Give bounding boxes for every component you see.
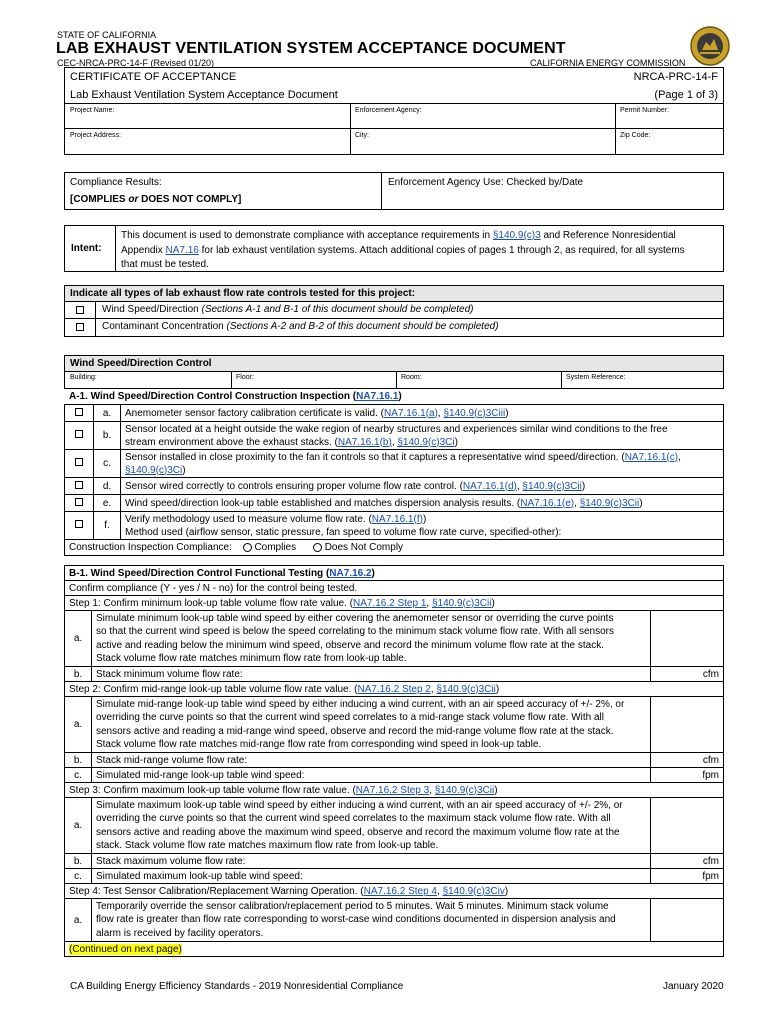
link-na7-16[interactable]: NA7.16: [165, 244, 199, 256]
step2-a-text: Simulate mid-range look-up table wind speed by either inducing a wind current, with an air speed accuracy of +/- 2%, or overriding the curve points so that the current wind speed correlates to a mid-range stack volume flow rate. With all sensors active and reading a mid-range wind speed, observe and record the mid-range volume flow rate at the stack. Stack volume flow rate matches mid-range flow rate from corresponding wind speed in look-up table.: [91, 697, 650, 753]
a1-e-text: Wind speed/direction look-up table established and matches dispersion analysis results. (NA7.16.1(e), §140.9(c)3Cii): [121, 495, 724, 512]
city-field[interactable]: City:: [355, 132, 369, 139]
step2-heading: Step 2: Confirm mid-range look-up table volume flow rate value. (NA7.16.2 Step 2, §140.9(c)3Cii): [65, 682, 724, 697]
step2-c-letter: c.: [65, 768, 92, 783]
a1-e-letter: e.: [94, 495, 121, 512]
a1-a-checkbox[interactable]: [75, 408, 83, 416]
link-step2-cii[interactable]: §140.9(c)3Cii: [436, 683, 496, 695]
step2-c-text: Simulated mid-range look-up table wind speed:: [91, 768, 650, 783]
step2-c-value[interactable]: fpm: [651, 768, 724, 783]
step3-a-letter: a.: [65, 798, 92, 854]
a1-row: [65, 450, 724, 478]
wsd-header-box: [64, 355, 724, 389]
certificate-code: NRCA-PRC-14-F: [633, 71, 718, 83]
a1-a-text: Anemometer sensor factory calibration certificate is valid. (NA7.16.1(a), §140.9(c)3Ciii): [121, 405, 724, 422]
link-na7-16-1-f[interactable]: NA7.16.1(f): [371, 513, 423, 525]
a1-row: [65, 512, 724, 540]
system-reference-field[interactable]: System Reference:: [566, 374, 626, 381]
a1-heading: A-1. Wind Speed/Direction Control Construction Inspection (NA7.16.1): [69, 391, 402, 402]
intent-text: This document is used to demonstrate compliance with acceptance requirements in §140.9(c)3 and Reference Nonresidential Appendix NA7.16 for lab exhaust ventilation systems. Attach additional copies of pages 1 through 2, as required, for all systems that must be tested.: [121, 230, 685, 270]
permit-number-field[interactable]: Permit Number:: [620, 107, 670, 114]
state-label: STATE OF CALIFORNIA: [57, 30, 157, 40]
step1-b-letter: b.: [65, 667, 92, 682]
link-na7-16-1-e[interactable]: NA7.16.1(e): [520, 497, 575, 509]
document-title: LAB EXHAUST VENTILATION SYSTEM ACCEPTANCE DOCUMENT: [56, 40, 566, 57]
a1-table: [64, 404, 724, 556]
step1-b-value[interactable]: cfm: [651, 667, 724, 682]
page-indicator: (Page 1 of 3): [654, 89, 718, 101]
zip-code-field[interactable]: Zip Code:: [620, 132, 651, 139]
a1-row: [65, 422, 724, 450]
a1-c-letter: c.: [94, 450, 121, 478]
link-step1[interactable]: NA7.16.2 Step 1: [353, 597, 427, 609]
b1-table: [64, 565, 724, 957]
link-140-9-c-3-cii[interactable]: §140.9(c)3Cii: [522, 480, 582, 492]
step1-heading: Step 1: Confirm minimum look-up table volume flow rate value. (NA7.16.2 Step 1, §140.9(c)3Cii): [65, 596, 724, 611]
step3-heading: Step 3: Confirm maximum look-up table volume flow rate value. (NA7.16.2 Step 3, §140.9(c)3Cii): [65, 783, 724, 798]
step4-a-answer[interactable]: [651, 899, 724, 942]
link-step3[interactable]: NA7.16.2 Step 3: [355, 784, 430, 796]
link-140-9-c-3-ciii[interactable]: §140.9(c)3Ciii: [443, 407, 506, 419]
wsd-heading: Wind Speed/Direction Control: [70, 358, 212, 369]
step2-a-letter: a.: [65, 697, 92, 753]
step3-b-text: Stack maximum volume flow rate:: [91, 854, 650, 869]
footer-right: January 2020: [663, 981, 724, 992]
building-field[interactable]: Building:: [70, 374, 97, 381]
link-140-9-c-3-ci-c[interactable]: §140.9(c)3Ci: [125, 464, 183, 476]
link-140-9-c-3-ci[interactable]: §140.9(c)3Ci: [397, 436, 455, 448]
wind-speed-option: Wind Speed/Direction (Sections A-1 and B-1 of this document should be completed): [102, 304, 474, 315]
construction-compliance-label: Construction Inspection Compliance:: [69, 542, 232, 553]
step3-a-text: Simulate maximum look-up table wind speed by either inducing a wind current, with an air speed accuracy of +/- 2%, or overriding the curve points so that the current wind speed correlates to the maximum stack volume flow rate. With all sensors active and reading above the maximum wind speed, observe and record the maximum volume flow rate at the stack. Stack volume flow rate matches maximum flow rate from look-up table.: [91, 798, 650, 854]
intent-label: Intent:: [71, 243, 102, 254]
a1-f-checkbox[interactable]: [75, 520, 83, 528]
a1-e-checkbox[interactable]: [75, 498, 83, 506]
step3-a-answer[interactable]: [651, 798, 724, 854]
step1-a-letter: a.: [65, 611, 92, 667]
contaminant-option: Contaminant Concentration (Sections A-2 and B-2 of this document should be completed): [102, 321, 499, 332]
step4-a-letter: a.: [65, 899, 92, 942]
intent-box: [64, 225, 724, 272]
step3-b-letter: b.: [65, 854, 92, 869]
compliance-results-value[interactable]: [COMPLIES or DOES NOT COMPLY]: [70, 194, 242, 205]
step1-a-text: Simulate minimum look-up table wind speed by either covering the anemometer sensor or overriding the curve points so that the current wind speed is below the speed correlating to the minimum stack volume flow rate. With all sensors active and reading below the minimum wind speed, observe and record the minimum volume flow rate at the stack. Stack volume flow rate matches minimum flow rate from look-up table.: [91, 611, 650, 667]
a1-row: [65, 405, 724, 422]
step4-heading: Step 4: Test Sensor Calibration/Replacement Warning Operation. (NA7.16.2 Step 4, §140.9(c)3Civ): [65, 884, 724, 899]
link-na7-16-1-d[interactable]: NA7.16.1(d): [462, 480, 517, 492]
step3-c-text: Simulated maximum look-up table wind speed:: [91, 869, 650, 884]
step2-a-answer[interactable]: [651, 697, 724, 753]
step2-b-value[interactable]: cfm: [651, 753, 724, 768]
complies-label: Complies: [254, 542, 297, 553]
a1-a-letter: a.: [94, 405, 121, 422]
step3-c-letter: c.: [65, 869, 92, 884]
a1-compliance-cell: [65, 540, 724, 556]
wind-speed-checkbox[interactable]: [76, 306, 84, 314]
link-na7-16-1-c[interactable]: NA7.16.1(c): [624, 451, 679, 463]
control-types-heading: Indicate all types of lab exhaust flow rate controls tested for this project:: [70, 288, 416, 299]
link-na7-16-1[interactable]: NA7.16.1: [356, 391, 399, 402]
continued-cell: [65, 942, 724, 957]
agency-name: CALIFORNIA ENERGY COMMISSION: [530, 58, 686, 68]
a1-d-letter: d.: [94, 478, 121, 495]
agency-use-label: Enforcement Agency Use: Checked by/Date: [388, 177, 584, 188]
step2-b-text: Stack mid-range volume flow rate:: [91, 753, 650, 768]
step3-b-value[interactable]: cfm: [651, 854, 724, 869]
a1-compliance-row: [65, 540, 724, 556]
compliance-results-box: [64, 172, 724, 210]
a1-c-text: Sensor installed in close proximity to the fan it controls so that it captures a representative wind speed/direction. (NA7.16.1(c), §140.9(c)3Ci): [121, 450, 724, 478]
link-step1-cii[interactable]: §140.9(c)3Cii: [431, 597, 492, 609]
certificate-name: CERTIFICATE OF ACCEPTANCE: [70, 71, 237, 83]
energy-commission-seal-icon: [690, 26, 730, 66]
complies-radio[interactable]: [243, 543, 252, 552]
step1-b-text: Stack minimum volume flow rate:: [91, 667, 650, 682]
room-field[interactable]: Room:: [401, 374, 422, 381]
link-na7-16-1-b[interactable]: NA7.16.1(b): [337, 436, 392, 448]
project-address-field[interactable]: Project Address:: [70, 132, 121, 139]
a1-d-text: Sensor wired correctly to controls ensuring proper volume flow rate control. (NA7.16.1(d), §140.9(c)3Cii): [121, 478, 724, 495]
link-na7-16-2[interactable]: NA7.16.2: [329, 567, 372, 579]
step2-b-letter: b.: [65, 753, 92, 768]
footer-left: CA Building Energy Efficiency Standards - 2019 Nonresidential Compliance: [70, 981, 404, 992]
compliance-results-label: Compliance Results:: [70, 177, 162, 188]
does-not-comply-label: Does Not Comply: [324, 542, 404, 553]
a1-row: [65, 495, 724, 512]
link-step2[interactable]: NA7.16.2 Step 2: [357, 683, 431, 695]
continued-note: (Continued on next page): [69, 943, 182, 955]
a1-b-checkbox[interactable]: [75, 430, 83, 438]
certificate-box: [64, 67, 724, 155]
a1-c-checkbox[interactable]: [75, 458, 83, 466]
certificate-doc-name: Lab Exhaust Ventilation System Acceptance Document: [70, 89, 338, 101]
b1-confirm-text: Confirm compliance (Y - yes / N - no) for the control being tested.: [65, 581, 724, 596]
does-not-comply-radio[interactable]: [313, 543, 322, 552]
a1-d-checkbox[interactable]: [75, 481, 83, 489]
enforcement-agency-field[interactable]: Enforcement Agency:: [355, 107, 422, 114]
link-140-9-c-3[interactable]: §140.9(c)3: [492, 230, 541, 241]
step3-c-value[interactable]: fpm: [651, 869, 724, 884]
link-step4-civ[interactable]: §140.9(c)3Civ: [442, 885, 505, 897]
project-name-field[interactable]: Project Name:: [70, 107, 115, 114]
link-140-9-c-3-cii-e[interactable]: §140.9(c)3Cii: [579, 497, 640, 509]
link-step4[interactable]: NA7.16.2 Step 4: [363, 885, 437, 897]
form-id: CEC-NRCA-PRC-14-F (Revised 01/20): [57, 58, 215, 68]
step4-a-text: Temporarily override the sensor calibration/replacement period to 5 minutes. Wait 5 minutes. Minimum stack volume flow rate is greater than flow rate corresponding to worst-case wind conditions documented in dispersion analysis and alarm is received by facility operators.: [91, 899, 650, 942]
floor-field[interactable]: Floor:: [236, 374, 254, 381]
control-types-box: [64, 285, 724, 337]
contaminant-checkbox[interactable]: [76, 323, 84, 331]
a1-row: [65, 478, 724, 495]
link-step3-cii[interactable]: §140.9(c)3Cii: [434, 784, 495, 796]
b1-heading: B-1. Wind Speed/Direction Control Functional Testing (NA7.16.2): [65, 566, 724, 581]
step1-a-answer[interactable]: [651, 611, 724, 667]
a1-f-text: Verify methodology used to measure volume flow rate. (NA7.16.1(f)) Method used (airflow sensor, static pressure, fan speed to volume flow rate curve, specified-other):: [121, 512, 724, 540]
a1-f-letter: f.: [94, 512, 121, 540]
a1-b-text: Sensor located at a height outside the wake region of nearby structures and experiences similar wind conditions to the free stream environment above the exhaust stacks. (NA7.16.1(b), §140.9(c)3Ci): [121, 422, 724, 450]
link-na7-16-1-a[interactable]: NA7.16.1(a): [384, 407, 438, 419]
a1-b-letter: b.: [94, 422, 121, 450]
